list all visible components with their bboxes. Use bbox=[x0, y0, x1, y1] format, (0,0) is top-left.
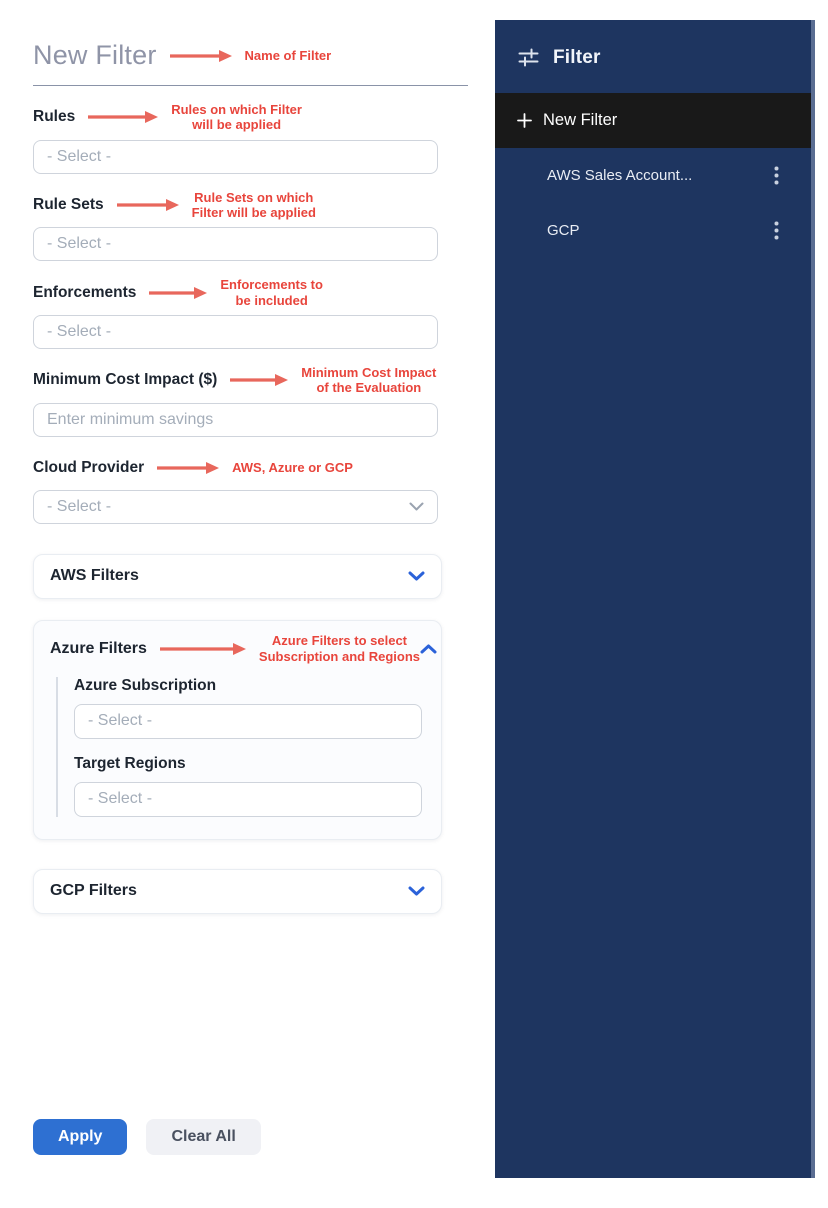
clear-all-button[interactable]: Clear All bbox=[146, 1119, 260, 1155]
form-actions bbox=[33, 1119, 468, 1155]
kebab-menu-icon[interactable] bbox=[770, 162, 783, 189]
cloud-provider-label: Cloud Provider bbox=[33, 458, 145, 476]
sidebar-item-label: AWS Sales Account... bbox=[547, 167, 693, 184]
azure-filters-header[interactable] bbox=[50, 621, 425, 669]
annotation-arrow-icon bbox=[149, 286, 207, 300]
form-group-target-regions bbox=[74, 755, 425, 817]
form-group-min-cost-impact bbox=[33, 365, 468, 437]
annotation-arrow-icon bbox=[230, 373, 288, 387]
annotation-arrow-icon bbox=[170, 49, 232, 63]
filter-sidebar bbox=[495, 20, 815, 1178]
azure-subscription-select[interactable]: - Select - bbox=[74, 704, 422, 739]
annotation-azure-filters: Azure Filters to select Subscription and Regions bbox=[258, 633, 420, 664]
new-filter-label: New Filter bbox=[543, 111, 618, 129]
chevron-down-icon bbox=[409, 502, 424, 511]
page-title: New Filter bbox=[33, 40, 157, 70]
annotation-rules: Rules on which Filter will be applied bbox=[171, 102, 302, 133]
form-group-enforcements bbox=[33, 277, 468, 349]
sidebar-item-aws-sales-account[interactable] bbox=[495, 148, 811, 203]
annotation-rule-sets: Rule Sets on which Filter will be applied bbox=[191, 189, 316, 220]
azure-filters-section bbox=[33, 620, 442, 840]
annotation-cloud-provider: AWS, Azure or GCP bbox=[232, 459, 353, 475]
form-group-azure-subscription bbox=[74, 677, 425, 739]
apply-button[interactable]: Apply bbox=[33, 1119, 127, 1155]
min-savings-input[interactable] bbox=[33, 403, 438, 437]
new-filter-form bbox=[33, 40, 468, 1155]
annotation-arrow-icon bbox=[117, 198, 179, 212]
rule-sets-label: Rule Sets bbox=[33, 195, 104, 213]
sidebar-item-gcp[interactable] bbox=[495, 203, 811, 258]
annotation-name-of-filter: Name of Filter bbox=[244, 47, 332, 63]
min-cost-impact-label: Minimum Cost Impact ($) bbox=[33, 371, 218, 389]
gcp-filters-header[interactable] bbox=[50, 882, 425, 900]
title-divider bbox=[33, 85, 468, 86]
kebab-menu-icon[interactable] bbox=[770, 217, 783, 244]
annotation-arrow-icon bbox=[157, 461, 219, 475]
form-group-rules bbox=[33, 102, 468, 174]
azure-filters-title: Azure Filters bbox=[50, 639, 147, 657]
cloud-provider-select[interactable]: - Select - bbox=[33, 490, 438, 524]
chevron-down-icon bbox=[408, 571, 425, 581]
plus-icon bbox=[517, 113, 532, 128]
sliders-icon bbox=[517, 46, 540, 69]
chevron-down-icon bbox=[408, 886, 425, 896]
annotation-arrow-icon bbox=[160, 642, 246, 656]
aws-filters-title: AWS Filters bbox=[50, 567, 139, 585]
enforcements-label: Enforcements bbox=[33, 283, 137, 301]
title-row bbox=[33, 40, 468, 71]
sidebar-title: Filter bbox=[553, 46, 601, 68]
azure-subscription-label: Azure Subscription bbox=[74, 676, 217, 694]
rules-label: Rules bbox=[33, 108, 76, 126]
enforcements-select[interactable]: - Select - bbox=[33, 315, 438, 349]
gcp-filters-section bbox=[33, 869, 442, 914]
rules-select[interactable]: - Select - bbox=[33, 140, 438, 174]
chevron-up-icon bbox=[420, 644, 437, 654]
annotation-enforcements: Enforcements to be included bbox=[220, 277, 323, 308]
aws-filters-header[interactable] bbox=[50, 567, 425, 585]
azure-filters-content bbox=[56, 677, 425, 817]
rule-sets-select[interactable]: - Select - bbox=[33, 227, 438, 261]
annotation-min-cost-impact: Minimum Cost Impact of the Evaluation bbox=[301, 364, 437, 396]
gcp-filters-title: GCP Filters bbox=[50, 882, 137, 900]
new-filter-button[interactable] bbox=[495, 93, 811, 148]
sidebar-header bbox=[495, 20, 811, 93]
annotation-arrow-icon bbox=[88, 110, 158, 124]
form-group-rule-sets bbox=[33, 190, 468, 262]
aws-filters-section bbox=[33, 554, 442, 599]
sidebar-item-label: GCP bbox=[547, 222, 580, 239]
form-group-cloud-provider bbox=[33, 453, 468, 524]
target-regions-select[interactable]: - Select - bbox=[74, 782, 422, 817]
target-regions-label: Target Regions bbox=[74, 754, 186, 772]
